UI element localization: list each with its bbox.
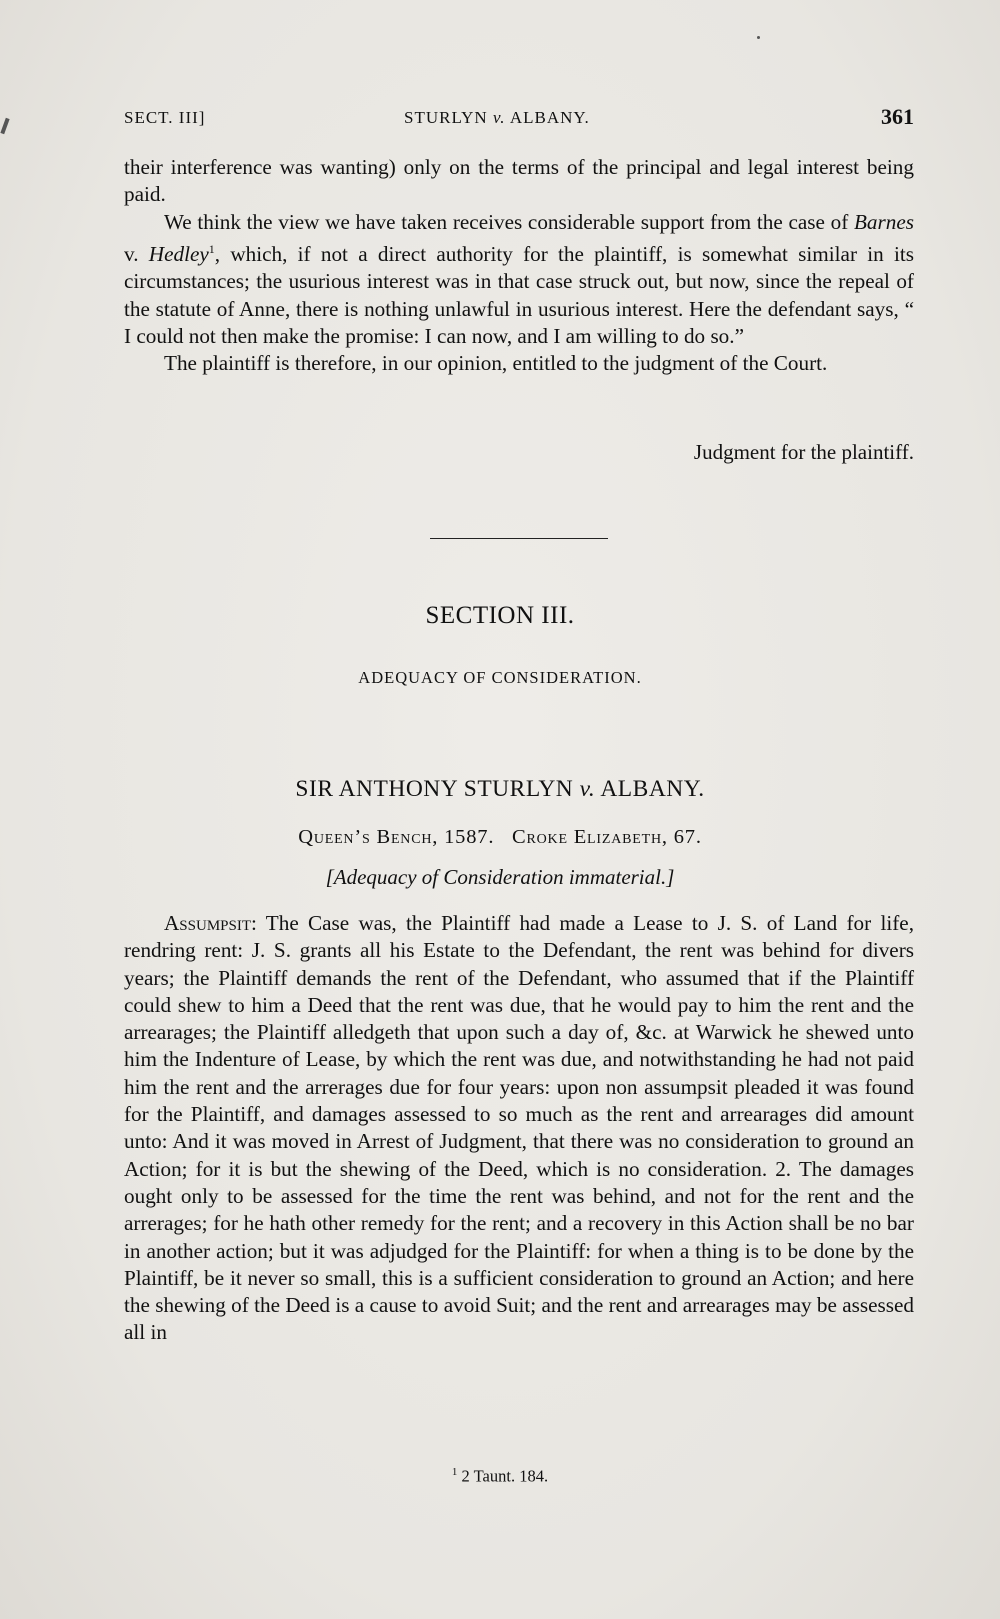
case-versus: v.	[579, 776, 596, 802]
section-divider	[430, 538, 608, 539]
case-name-hedley: Hedley	[148, 241, 209, 266]
paragraph-continuation: their interference was wanting) only on the terms of the principal and legal interest being paid.	[124, 155, 914, 207]
footnote-marker: 1	[451, 1466, 458, 1478]
assumpsit-lead: Assumpsit	[164, 911, 251, 935]
case-report-paragraph	[124, 910, 914, 1347]
case-party-b: ALBANY.	[600, 776, 705, 802]
margin-mark	[0, 118, 9, 134]
header-section: SECT. III]	[124, 108, 206, 127]
section-subtitle: ADEQUACY OF CONSIDERATION.	[358, 668, 642, 687]
header-party-a: STURLYN	[404, 108, 488, 127]
report-citation: Croke Elizabeth, 67.	[512, 826, 702, 848]
headnote: [Adequacy of Consideration immaterial.]	[325, 865, 675, 889]
paragraph-text: , which, if not a direct authority for the plaintiff, is somewhat similar in its circumstances; the usurious interest was in that case struck out, but now, since the repeal of the statute of Anne, there is nothing unlawful in usurious interest. Here the defendant says, “ I could not then make the promise: I can now, and I am willing to do so.”	[124, 241, 915, 348]
case-report-text: : The Case was, the Plaintiff had made a Lease to J. S. of Land for life, rendring rent: J. S. grants all his Estate to the Defendant, the rent was behind for divers years; the Plaintiff demands the rent of the Defendant, who assumed that if the Plaintiff could shew to him a Deed that the rent was due, that he would pay to him the rent and the arrearages; the Plaintiff alledgeth that upon such a day of, &c. at Warwick he shewed unto him the Indenture of Lease, by which the rent was due, and notwithstanding he had not paid him the rent and the arrerages due for four years: upon non assumpsit pleaded it was found for the Plaintiff, and damages assessed to so much as the rent and arrearages did amount unto: And it was moved in Arrest of Judgment, that there was no consideration to ground an Action; for it is but the shewing of the Deed, which is no consideration. 2. The damages ought only to be assessed for the time the rent was behind, and not for the rent and the arrerages; for he hath other remedy for the rent; and a recovery in this Action shall be no bar in another action; but it was adjudged for the Plaintiff: for when a thing is to be done by the Plaintiff, be it never so small, this is a sufficient consideration to ground an Action; and here the shewing of the Deed is a cause to avoid Suit; and the rent and arrearages may be assessed all in	[124, 911, 914, 1345]
case-name-barnes: Barnes	[853, 209, 914, 234]
footnote-ref: 1	[208, 241, 215, 256]
court-name: Queen’s Bench, 1587.	[298, 826, 495, 848]
versus-text: v.	[124, 241, 149, 266]
footnote	[0, 1466, 1000, 1487]
header-versus: v.	[492, 108, 506, 127]
footnote-text: 2 Taunt. 184.	[457, 1466, 549, 1486]
page-number: 361	[881, 104, 914, 129]
running-header	[124, 104, 914, 134]
case-title	[0, 776, 1000, 803]
paragraph-barnes-hedley	[124, 209, 914, 351]
section-title: SECTION III.	[425, 602, 575, 629]
opening-text-block	[124, 154, 914, 377]
case-party-a: SIR ANTHONY STURLYN	[295, 776, 574, 802]
header-running-title	[404, 108, 590, 128]
court-citation	[0, 826, 1000, 849]
header-party-b: ALBANY.	[509, 108, 590, 127]
case-text-block	[124, 910, 914, 1347]
judgment-line: Judgment for the plaintiff.	[693, 440, 914, 464]
print-speck	[757, 36, 760, 39]
paragraph-text: We think the view we have taken receives considerable support from the case of	[164, 209, 854, 234]
paragraph-conclusion: The plaintiff is therefore, in our opinion, entitled to the judgment of the Court.	[164, 351, 828, 376]
